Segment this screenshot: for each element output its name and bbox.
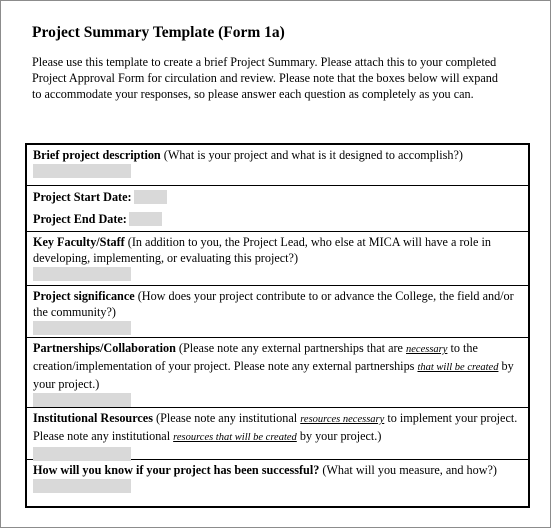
resources-prompt-c: by your project.) xyxy=(296,429,382,443)
significance-prompt: (How does your project contribute to or advance the College, the field and/or the community?) xyxy=(33,289,514,319)
summary-form-table xyxy=(25,143,530,508)
section-success xyxy=(27,460,528,506)
intro-paragraph: Please use this template to create a brief Project Summary. Please attach this to your completed Project Approval Form for circulation and review. Please note that the boxes below will expand to accommodate your responses, so please answer each question as completely as you can. xyxy=(32,55,498,101)
start-date-label: Project Start Date: xyxy=(33,190,132,204)
start-date-input-field[interactable] xyxy=(134,190,167,204)
faculty-prompt: (In addition to you, the Project Lead, who else at MICA will have a role in developing, implementing, or evaluating this project?) xyxy=(33,235,491,265)
section-description xyxy=(27,145,528,186)
partnerships-label: Partnerships/Collaboration xyxy=(33,341,176,355)
partnerships-emphasis-necessary: necessary xyxy=(406,344,448,355)
section-key-faculty xyxy=(27,232,528,286)
resources-input-field[interactable] xyxy=(33,447,131,461)
section-partnerships xyxy=(27,338,528,408)
success-prompt: (What will you measure, and how?) xyxy=(319,463,497,477)
resources-prompt-a: (Please note any institutional xyxy=(152,411,301,425)
resources-emphasis-necessary: resources necessary xyxy=(300,414,385,425)
partnerships-emphasis-created: that will be created xyxy=(417,362,499,373)
resources-emphasis-created: resources that will be created xyxy=(173,432,297,443)
end-date-row xyxy=(33,208,522,230)
partnerships-prompt-c: by your project.) xyxy=(33,359,514,391)
end-date-input-field[interactable] xyxy=(129,212,162,226)
section-institutional-resources xyxy=(27,408,528,460)
significance-input-field[interactable] xyxy=(33,321,131,335)
significance-label: Project significance xyxy=(33,289,135,303)
section-significance xyxy=(27,286,528,338)
partnerships-prompt-a: (Please note any external partnerships that are xyxy=(175,341,406,355)
resources-prompt-b: to implement your project. Please note any institutional xyxy=(33,411,518,443)
partnerships-prompt-b: to the creation/implementation of your project. Please note any external partnerships xyxy=(33,341,478,373)
description-input-field[interactable] xyxy=(33,164,131,178)
start-date-row xyxy=(33,186,522,208)
partnerships-input-field[interactable] xyxy=(33,393,131,407)
success-label: How will you know if your project has been successful? xyxy=(33,463,320,477)
faculty-input-field[interactable] xyxy=(33,267,131,281)
page-title: Project Summary Template (Form 1a) xyxy=(32,24,285,41)
success-input-field[interactable] xyxy=(33,479,131,493)
section-dates xyxy=(27,186,528,232)
end-date-label: Project End Date: xyxy=(33,212,127,226)
description-label: Brief project description xyxy=(33,148,161,162)
resources-label: Institutional Resources xyxy=(33,411,153,425)
faculty-label: Key Faculty/Staff xyxy=(33,235,125,249)
description-prompt: (What is your project and what is it designed to accomplish?) xyxy=(160,148,463,162)
